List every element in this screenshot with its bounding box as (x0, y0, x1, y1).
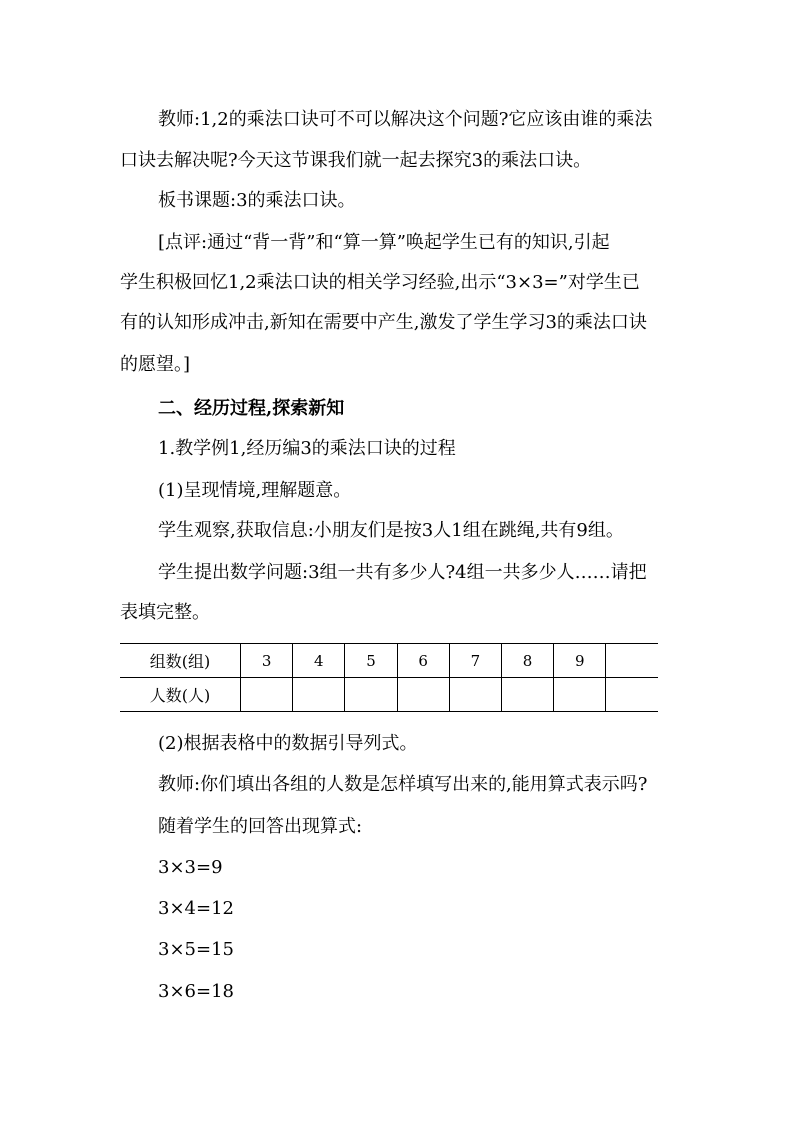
table-cell (241, 678, 293, 712)
paragraph-teacher-ask: 教师:你们填出各组的人数是怎样填写出来的,能用算式表示吗? (158, 774, 648, 795)
table-cell: 9 (554, 644, 606, 678)
table-row-header: 人数(人) (120, 678, 241, 712)
table-cell (606, 644, 658, 678)
paragraph-question-line1: 学生提出数学问题:3组一共有多少人?4组一共多少人……请把 (158, 562, 647, 583)
subsection-1-2: (2)根据表格中的数据引导列式。 (158, 733, 418, 754)
table-row (120, 644, 658, 678)
table-row (120, 678, 658, 712)
subsection-1: 1.教学例1,经历编3的乘法口诀的过程 (158, 438, 456, 459)
paragraph-answers-intro: 随着学生的回答出现算式: (158, 816, 363, 837)
equation-3: 3×5=15 (158, 939, 234, 960)
paragraph-board-title: 板书课题:3的乘法口诀。 (158, 190, 356, 211)
table-cell: 4 (293, 644, 345, 678)
paragraph-teacher-question-line1: 教师:1,2的乘法口诀可不可以解决这个问题?它应该由谁的乘法 (158, 109, 653, 130)
table-cell (449, 678, 501, 712)
section-heading: 二、经历过程,探索新知 (158, 398, 345, 419)
table-row-header: 组数(组) (120, 644, 241, 678)
table-cell (501, 678, 553, 712)
table-cell (554, 678, 606, 712)
subsection-1-1: (1)呈现情境,理解题意。 (158, 480, 352, 501)
table-cell (606, 678, 658, 712)
group-count-table (120, 643, 658, 712)
table-cell (345, 678, 397, 712)
table-cell (293, 678, 345, 712)
equation-1: 3×3=9 (158, 857, 223, 878)
paragraph-teacher-question-line2: 口诀去解决呢?今天这节课我们就一起去探究3的乘法口诀。 (120, 150, 592, 171)
paragraph-question-line2: 表填完整。 (120, 602, 210, 623)
table-cell (397, 678, 449, 712)
paragraph-comment-line1: [点评:通过“背一背”和“算一算”唤起学生已有的知识,引起 (158, 232, 610, 253)
table-cell: 6 (397, 644, 449, 678)
paragraph-comment-line2: 学生积极回忆1,2乘法口诀的相关学习经验,出示“3×3=”对学生已 (120, 272, 640, 293)
paragraph-observe: 学生观察,获取信息:小朋友们是按3人1组在跳绳,共有9组。 (158, 520, 624, 541)
paragraph-comment-line4: 的愿望。] (120, 354, 191, 375)
table-cell: 8 (501, 644, 553, 678)
paragraph-comment-line3: 有的认知形成冲击,新知在需要中产生,激发了学生学习3的乘法口诀 (120, 312, 647, 333)
equation-4: 3×6=18 (158, 981, 234, 1002)
table-cell: 3 (241, 644, 293, 678)
table-cell: 7 (449, 644, 501, 678)
table-cell: 5 (345, 644, 397, 678)
equation-2: 3×4=12 (158, 898, 234, 919)
